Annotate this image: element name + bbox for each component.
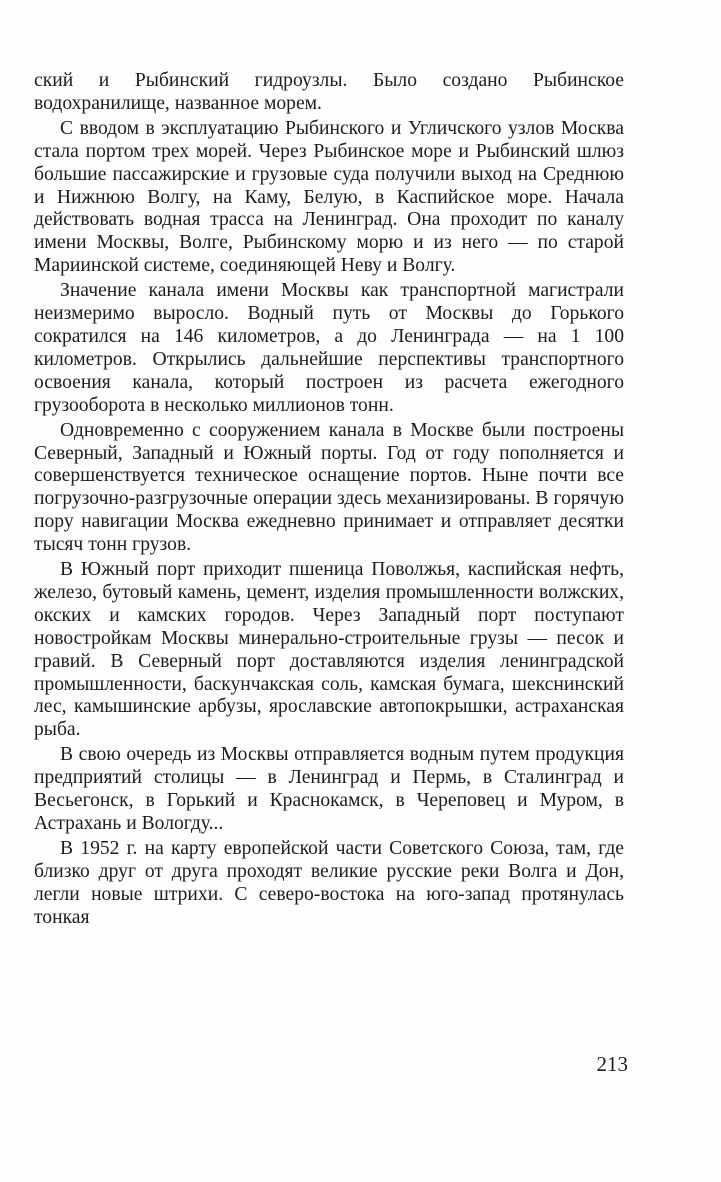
paragraph-southern-port-cargo: В Южный порт приходит пшеница Поволжья, каспийская нефть, железо, бутовый камень, цемент, изделия промышленности волжских, окских и камских городов. Через Западный порт поступают новостройкам Москвы минерально-строительные грузы — песок и гравий. В Северный порт доставляются изделия ленинградской промышленности, баскунчакская соль, камская бумага, шекснинский лес, камышинские арбузы, ярославские автопокрышки, астраханская рыба. — [34, 559, 624, 741]
paragraph-moscow-ports: Одновременно с сооружением канала в Москве были построены Северный, Западный и Южный порты. Год от году пополняется и совершенствуется техническое оснащение портов. Ныне почти все погрузочно-разгрузочные операции здесь механизированы. В горячую пору навигации Москва ежедневно принимает и отправляет десятки тысяч тонн грузов. — [34, 419, 624, 556]
paragraph-outbound-cargo: В свою очередь из Москвы отправляется водным путем продукция предприятий столицы — в Ленинград и Пермь, в Сталинград и Весьегонск, в Горький и Краснокамск, в Череповец и Муром, в Астрахань и Вологду... — [34, 744, 624, 834]
page-number: 213 — [596, 1052, 628, 1076]
paragraph-moscow-port-three-seas: С вводом в эксплуатацию Рыбинского и Угличского узлов Москва стала портом трех морей. Через Рыбинское море и Рыбинский шлюз большие пассажирские и грузовые суда получили выход на Среднюю и Нижнюю Волгу, на Каму, Белую, в Каспийское море. Начала действовать водная трасса на Ленинград. Она проходит по каналу имени Москвы, Волге, Рыбинскому морю и из него — по старой Мариинской системе, соединяющей Неву и Волгу. — [34, 117, 624, 277]
body-text — [34, 70, 624, 930]
paragraph-1952-map: В 1952 г. на карту европейской части Советского Союза, там, где близко друг от друга проходят великие русские реки Волга и Дон, легли новые штрихи. С северо-востока на юго-запад протянулась тонкая — [34, 837, 624, 928]
paragraph-continuation: ский и Рыбинский гидроузлы. Было создано Рыбинское водохранилище, названное морем. — [34, 70, 624, 114]
paragraph-canal-significance: Значение канала имени Москвы как транспортной магистрали неизмеримо выросло. Водный путь от Москвы до Горького сократился на 146 километров, а до Ленинграда — на 1 100 километров. Открылись дальнейшие перспективы транспортного освоения канала, который построен из расчета ежегодного грузооборота в несколько миллионов тонн. — [34, 280, 624, 416]
